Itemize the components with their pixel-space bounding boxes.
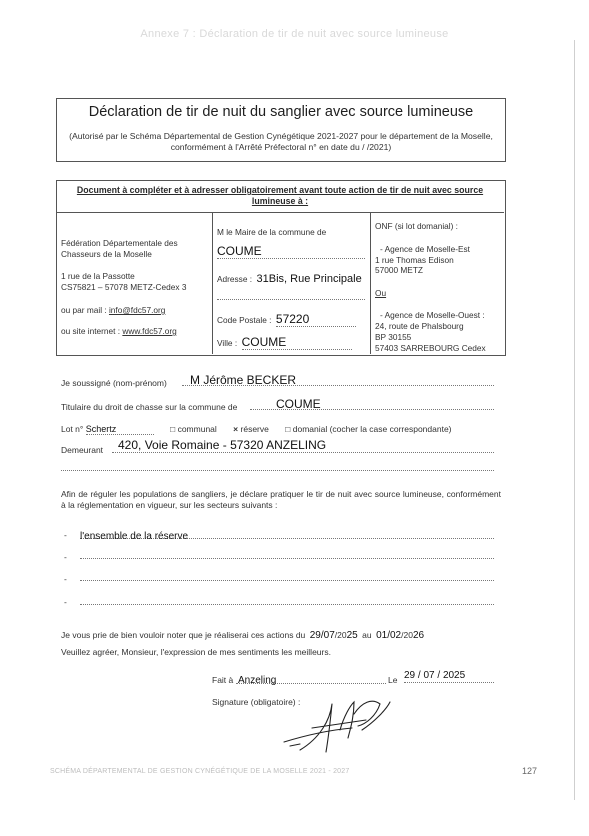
fait-field[interactable] (236, 671, 386, 684)
signature-label: Signature (obligatoire) : (212, 697, 301, 707)
demeurant-value: 420, Voie Romaine - 57320 ANZELING (118, 438, 327, 452)
fdc-address-line2: CS75821 – 57078 METZ-Cedex 3 (61, 282, 187, 292)
cp-value[interactable]: 57220 (276, 312, 356, 327)
fdc-address-line1: 1 rue de la Passotte (61, 271, 135, 281)
column-separator (370, 212, 371, 354)
agence-ouest-addr2: BP 30155 (375, 332, 412, 342)
adresse-line2-field[interactable] (217, 291, 365, 300)
ville-row (217, 333, 367, 351)
page-number: 127 (522, 766, 538, 776)
titulaire-label: Titulaire du droit de chasse sur la commune de (61, 402, 238, 412)
au-date[interactable]: 01/02/2026 (376, 630, 425, 641)
checkbox-communal[interactable]: □ (170, 424, 176, 434)
secteur-field-2[interactable] (80, 550, 494, 559)
demeurant-label: Demeurant (61, 445, 104, 455)
fdc-org-line1: Fédération Départementale des (61, 238, 178, 248)
sector-bullet: - (64, 597, 67, 607)
agence-ouest-addr3: 57403 SARREBOURG Cedex (375, 343, 486, 353)
column-separator (212, 212, 213, 354)
page-title: Déclaration de tir de nuit du sanglier avec source lumineuse (88, 104, 474, 120)
demeurant-field[interactable] (112, 439, 494, 453)
du-date[interactable]: 29/07/2025 (309, 630, 358, 641)
secteur-value-1: l'ensemble de la réserve (80, 531, 189, 542)
agence-ouest-addr1: 24, route de Phalsbourg (375, 321, 464, 331)
secteur-field-1[interactable] (80, 526, 494, 542)
fait-label: Fait à (212, 675, 234, 685)
salutation: Veuillez agréer, Monsieur, l'expression de mes sentiments les meilleurs. (61, 647, 331, 657)
adresse-label: Adresse : (217, 274, 253, 284)
adresse-value[interactable]: 31Bis, Rue Principale (256, 273, 362, 285)
page-subtitle: (Autorisé par le Schéma Départemental de Gestion Cynégétique 2021-2027 pour le département de la Moselle, conformément à l'Arrêté Préfectoral n° en date du / /2021) (69, 131, 493, 152)
ville-label: Ville : (217, 338, 238, 348)
secteur-field-4[interactable] (80, 596, 494, 605)
cp-row (217, 310, 367, 328)
page-footer: SCHÉMA DÉPARTEMENTAL DE GESTION CYNÉGÉTIQUE DE LA MOSELLE 2021 - 2027 (50, 768, 350, 775)
agence-est: - Agence de Moselle-Est (380, 244, 470, 254)
sector-bullet: - (64, 530, 67, 540)
agence-est-addr1: 1 rue Thomas Edison (375, 255, 454, 265)
fdc-mail-row (61, 305, 211, 316)
lot-label: Lot n° (61, 424, 84, 434)
au-label: au (362, 630, 372, 640)
commune-field[interactable] (217, 244, 365, 259)
opt-reserve-label: réserve (240, 424, 269, 434)
signature-image (270, 690, 410, 762)
le-label: Le (388, 675, 398, 685)
maire-label: M le Maire de la commune de (217, 227, 327, 237)
ville-value[interactable]: COUME (242, 335, 352, 350)
checkbox-domanial[interactable]: □ (285, 424, 291, 434)
actions-row (61, 625, 424, 643)
soussigne-field[interactable] (182, 373, 494, 386)
opt-domanial-label: domanial (cocher la case correspondante) (292, 424, 452, 434)
secteur-field-3[interactable] (80, 572, 494, 581)
demeurant-line2-field[interactable] (61, 464, 494, 471)
ou-label: Ou (375, 288, 387, 298)
fait-value: Anzeling (238, 675, 277, 686)
commune-value: COUME (217, 244, 262, 258)
soussigne-label: Je soussigné (nom-prénom) (61, 378, 167, 388)
cp-label: Code Postale : (217, 315, 272, 325)
soussigne-value: M Jérôme BECKER (190, 373, 297, 387)
mail-label: ou par mail : (61, 305, 107, 315)
agence-est-addr2: 57000 METZ (375, 265, 423, 275)
titulaire-value: COUME (276, 397, 321, 411)
mail-link[interactable]: info@fdc57.org (108, 305, 166, 315)
faint-annex-header: Annexe 7 : Déclaration de tir de nuit avec source lumineuse (140, 28, 449, 40)
address-table-header: Document à compléter et à adresser obligatoirement avant toute action de tir de nuit avec source lumineuse à : (76, 185, 484, 206)
checkbox-reserve-checked[interactable]: × (233, 424, 239, 434)
scan-edge-line (574, 40, 575, 800)
sector-bullet: - (64, 574, 67, 584)
lot-value[interactable]: Schertz (86, 424, 154, 435)
lot-row (61, 424, 452, 435)
actions-label: Je vous prie de bien vouloir noter que je réaliserai ces actions du (61, 630, 306, 640)
fdc-site-row (61, 326, 211, 337)
titulaire-field[interactable] (250, 397, 494, 410)
fdc-org-line2: Chasseurs de la Moselle (61, 249, 152, 259)
agence-ouest: - Agence de Moselle-Ouest : (380, 310, 485, 320)
opt-communal-label: communal (177, 424, 217, 434)
le-date-field[interactable]: 29 / 07 / 2025 (404, 670, 494, 683)
sector-bullet: - (64, 552, 67, 562)
adresse-row (217, 269, 369, 287)
onf-label: ONF (si lot domanial) : (375, 221, 458, 231)
site-link[interactable]: www.fdc57.org (122, 326, 177, 336)
site-label: ou site internet : (61, 326, 121, 336)
declaration-paragraph: Afin de réguler les populations de sangliers, je déclare pratiquer le tir de nuit avec source lumineuse, conformément à la réglementation en vigueur, sur les secteurs suivants : (61, 489, 501, 510)
